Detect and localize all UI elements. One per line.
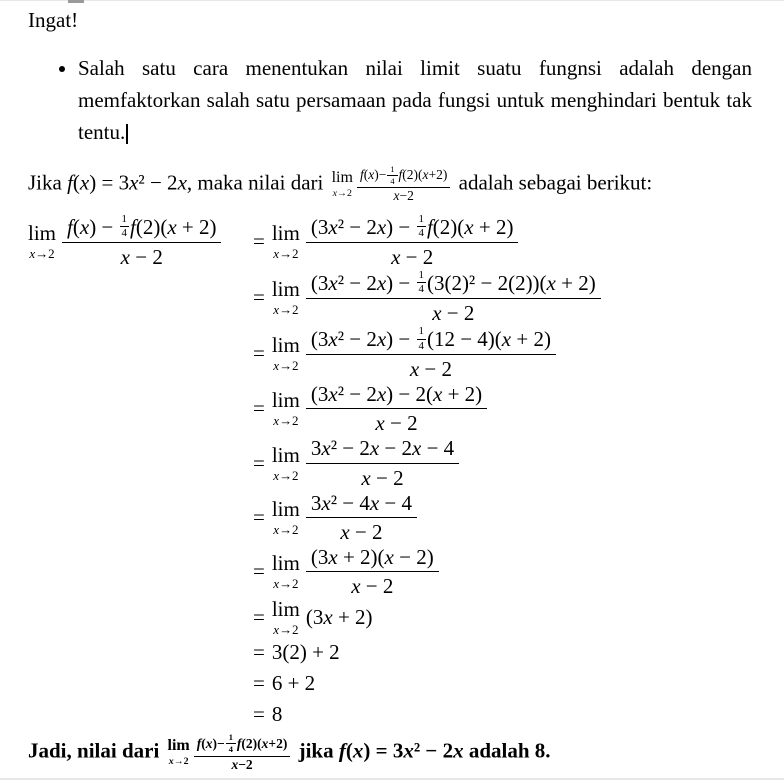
math-text: (3x² − 2x) − xyxy=(310,214,416,239)
math-text: f(x) − xyxy=(67,214,119,239)
equals-sign: = xyxy=(253,559,265,584)
math-text: (3x + 2)(x − 2) xyxy=(310,544,434,569)
equation-row xyxy=(28,637,754,667)
equation-rhs xyxy=(272,214,519,269)
fraction-numerator xyxy=(387,165,397,176)
limit-word: lim xyxy=(331,168,353,186)
conclusion-paragraph xyxy=(28,733,754,772)
limit-word: lim xyxy=(271,442,300,467)
equation-rhs xyxy=(272,491,417,544)
fraction xyxy=(226,733,236,754)
equation-rhs xyxy=(272,702,283,727)
fraction xyxy=(120,214,129,240)
math-variable: x xyxy=(422,167,429,182)
equation-row xyxy=(28,270,754,325)
fraction-denominator xyxy=(120,227,129,239)
conclusion-middle-text: jika xyxy=(293,738,339,763)
fraction xyxy=(306,382,487,435)
intro-before-text: Jika xyxy=(28,170,68,195)
math-text: f(2)(x + 2) xyxy=(426,214,514,239)
math-text: 1 xyxy=(121,212,127,225)
math-text: (3(2)² − 2(2))(x + 2) xyxy=(426,270,596,295)
equals-sign: = xyxy=(253,504,265,529)
math-text: 1 xyxy=(228,733,233,743)
math-variable: x xyxy=(205,735,213,751)
math-text: 1 xyxy=(418,212,424,225)
bullet-item xyxy=(78,53,752,149)
limit-subscript: x→2 xyxy=(273,358,299,374)
math-variable: x xyxy=(273,622,279,638)
math-text: (3x² − 2x) − 2(x + 2) xyxy=(310,382,483,407)
limit-operator xyxy=(168,738,190,767)
math-text: x−2 xyxy=(393,188,414,204)
fraction-numerator xyxy=(417,270,426,283)
fraction-denominator xyxy=(335,518,387,544)
fraction-denominator xyxy=(116,243,168,269)
limit-subscript: x→2 xyxy=(273,622,299,638)
fraction xyxy=(306,270,601,325)
math-text: x − 2 xyxy=(340,519,383,544)
math-text: f(2)(x+2) xyxy=(236,735,288,751)
top-scroll-marker xyxy=(68,0,84,3)
limit-operator xyxy=(332,170,353,199)
fraction-denominator xyxy=(427,299,479,325)
math-text: 3x² − 2x − 2x − 4 xyxy=(310,436,455,461)
math-variable: x xyxy=(376,326,387,351)
limit-subscript: x→2 xyxy=(273,576,299,592)
math-variable: x xyxy=(273,576,279,592)
fraction-numerator xyxy=(62,214,221,243)
fraction-numerator xyxy=(120,214,129,227)
limit-operator xyxy=(272,553,300,590)
math-text: x−2 xyxy=(231,756,253,772)
equation-row xyxy=(28,545,754,598)
math-variable: x xyxy=(393,188,400,204)
math-variable: x xyxy=(120,244,130,269)
equation-row xyxy=(28,491,754,544)
math-text: f(2)(x + 2) xyxy=(129,214,217,239)
limit-formula-inline xyxy=(332,165,451,204)
math-variable: x xyxy=(328,326,338,351)
fraction-numerator xyxy=(306,270,601,299)
math-variable: x xyxy=(464,214,474,239)
math-text: 3x² − 4x − 4 xyxy=(310,490,412,515)
math-variable: x xyxy=(273,302,279,318)
math-variable: x xyxy=(273,413,279,429)
fraction-denominator xyxy=(405,355,457,381)
equals-sign: = xyxy=(253,701,265,726)
math-variable: x xyxy=(453,738,464,763)
math-text: 1 xyxy=(418,325,424,338)
math-variable: x xyxy=(546,270,556,295)
math-variable: x xyxy=(323,605,333,630)
limit-subscript: x→2 xyxy=(332,187,352,199)
equals-sign: = xyxy=(253,285,265,310)
fraction-denominator xyxy=(417,227,426,239)
limit-word: lim xyxy=(271,333,300,358)
math-variable: x xyxy=(168,756,174,768)
math-variable: x xyxy=(328,270,338,295)
equation-steps xyxy=(28,214,754,729)
bullet-list xyxy=(28,53,754,149)
math-text: f(x)− xyxy=(196,735,225,751)
math-text: x − 2 xyxy=(361,465,404,490)
math-variable: f xyxy=(129,214,136,239)
math-variable: x xyxy=(177,170,187,195)
fraction xyxy=(306,491,417,544)
equation-row xyxy=(28,699,754,729)
fraction xyxy=(417,270,426,296)
intro-middle-text: , maka nilai dari xyxy=(186,170,329,195)
equation-rhs xyxy=(272,671,315,696)
math-variable: x xyxy=(368,167,375,182)
equation-row xyxy=(28,214,754,269)
math-variable: x xyxy=(361,465,371,490)
math-text: x − 2 xyxy=(375,411,418,436)
math-variable: x xyxy=(321,436,331,461)
equation-row xyxy=(28,599,754,636)
limit-word: lim xyxy=(271,496,300,521)
math-text: 1 xyxy=(390,164,395,174)
equals-sign: = xyxy=(253,670,265,695)
math-variable: x xyxy=(409,356,420,381)
math-variable: x xyxy=(273,245,279,261)
math-variable: x xyxy=(369,490,380,515)
equation-row xyxy=(28,436,754,489)
fraction xyxy=(306,214,519,269)
equation-row xyxy=(28,668,754,698)
math-variable: x xyxy=(376,270,387,295)
math-variable: f xyxy=(359,167,364,182)
math-text: f(x)− xyxy=(359,167,387,182)
math-text: 4 xyxy=(121,227,127,240)
math-variable: f xyxy=(196,735,202,751)
equals-sign: = xyxy=(253,396,265,421)
fraction-numerator xyxy=(306,436,459,463)
fraction-denominator xyxy=(417,283,426,295)
math-text: 4 xyxy=(390,176,395,186)
math-variable: x xyxy=(79,214,90,239)
conclusion-before-text: Jadi, nilai dari xyxy=(28,738,165,763)
equals-sign: = xyxy=(253,450,265,475)
math-text: (3x + 2) xyxy=(305,605,373,630)
math-variable: x xyxy=(376,382,387,407)
fraction-numerator xyxy=(357,165,450,188)
fraction-denominator xyxy=(226,744,236,754)
limit-subscript: x→2 xyxy=(273,467,299,483)
fraction xyxy=(417,214,426,240)
equals-sign: = xyxy=(253,228,265,253)
math-variable: x xyxy=(321,490,331,515)
math-text: x − 2 xyxy=(351,574,394,599)
limit-subscript: x→2 xyxy=(29,245,55,261)
text-cursor xyxy=(126,124,128,144)
math-variable: x xyxy=(375,411,385,436)
limit-operator xyxy=(271,442,300,483)
limit-subscript: x→2 xyxy=(273,413,299,429)
math-text: 3(2) + 2 xyxy=(271,639,340,664)
fraction xyxy=(417,326,426,352)
limit-word: lim xyxy=(271,597,300,622)
fraction xyxy=(62,214,221,269)
math-text: 4 xyxy=(418,227,424,240)
fraction xyxy=(306,545,439,598)
math-variable: x xyxy=(351,574,361,599)
fraction-numerator xyxy=(194,733,291,756)
math-text: x − 2 xyxy=(409,356,452,381)
math-variable: x xyxy=(384,544,394,569)
equals-sign: = xyxy=(253,341,265,366)
fraction xyxy=(357,165,450,204)
equals-sign: = xyxy=(253,639,265,664)
limit-word: lim xyxy=(271,551,300,576)
fraction-numerator xyxy=(306,326,556,355)
fraction xyxy=(306,436,459,489)
limit-operator xyxy=(271,220,300,261)
equation-rhs xyxy=(272,640,340,665)
math-text: 6 + 2 xyxy=(271,670,316,695)
limit-operator xyxy=(271,496,300,537)
fraction-denominator xyxy=(370,409,422,435)
note-title: Ingat! xyxy=(28,8,79,32)
fraction-denominator xyxy=(356,464,408,490)
math-variable: x xyxy=(432,300,442,325)
math-text: 1 xyxy=(418,269,424,282)
function-definition xyxy=(67,170,187,194)
math-variable: x xyxy=(501,326,512,351)
math-text: 8 xyxy=(271,701,283,726)
math-variable: x xyxy=(376,214,387,239)
fraction-denominator xyxy=(346,572,398,598)
math-variable: x xyxy=(352,738,364,763)
limit-word: lim xyxy=(271,388,300,413)
math-variable: x xyxy=(261,735,269,751)
limit-word: lim xyxy=(271,277,300,302)
equation-lhs xyxy=(28,214,253,269)
conclusion-after-text: adalah 8. xyxy=(463,738,551,763)
math-variable: f xyxy=(67,214,73,239)
fraction-denominator xyxy=(228,757,255,773)
math-variable: x xyxy=(369,436,380,461)
math-variable: x xyxy=(273,358,279,374)
math-text: f(x) = 3x² − 2x xyxy=(338,738,464,763)
function-definition xyxy=(339,739,464,763)
math-text: (3x² − 2x) − xyxy=(310,326,416,351)
limit-operator xyxy=(272,390,300,427)
fraction xyxy=(306,326,556,381)
limit-word: lim xyxy=(28,220,57,245)
fraction-numerator xyxy=(306,545,439,572)
math-variable: x xyxy=(391,244,401,269)
math-variable: x xyxy=(412,436,422,461)
fraction-numerator xyxy=(417,326,426,339)
intro-paragraph xyxy=(28,165,754,204)
equation-rhs xyxy=(272,599,373,636)
limit-word: lim xyxy=(271,220,300,245)
top-border xyxy=(0,0,784,1)
fraction-denominator xyxy=(387,176,397,186)
fraction-denominator xyxy=(417,340,426,352)
equation-row xyxy=(28,326,754,381)
limit-subscript: x→2 xyxy=(273,302,299,318)
math-text: (3x² − 2x) − xyxy=(310,270,416,295)
fraction xyxy=(387,165,397,186)
math-text: 4 xyxy=(418,339,424,352)
limit-word: lim xyxy=(167,737,190,755)
fraction-numerator xyxy=(306,214,519,243)
equals-sign: = xyxy=(253,605,265,630)
fraction-denominator xyxy=(390,188,416,204)
math-variable: x xyxy=(328,382,338,407)
math-text: f(2)(x+2) xyxy=(398,167,448,182)
bullet-text: Salah satu cara menentukan nilai limit suatu fungnsi adalah dengan memfaktorkan salah satu persamaan pada fungsi untuk menghindari bentuk tak tentu. xyxy=(78,56,752,144)
math-text: f(x) = 3x² − 2x xyxy=(67,170,187,195)
fraction xyxy=(194,733,291,772)
math-variable: f xyxy=(338,738,346,763)
math-variable: x xyxy=(328,544,338,569)
fraction-numerator xyxy=(306,382,487,409)
math-variable: x xyxy=(29,245,36,261)
math-variable: x xyxy=(79,170,90,195)
math-text: x − 2 xyxy=(391,244,434,269)
limit-operator xyxy=(28,220,57,261)
limit-subscript: x→2 xyxy=(273,245,299,261)
math-variable: x xyxy=(403,738,414,763)
math-variable: x xyxy=(167,214,177,239)
limit-operator xyxy=(272,279,300,316)
limit-operator xyxy=(272,599,300,636)
math-variable: f xyxy=(398,167,403,182)
math-variable: x xyxy=(129,170,139,195)
math-variable: f xyxy=(426,214,433,239)
math-text: x − 2 xyxy=(120,244,163,269)
math-variable: x xyxy=(231,756,239,772)
equation-rhs xyxy=(272,326,556,381)
fraction-numerator xyxy=(417,214,426,227)
equation-rhs xyxy=(272,436,459,489)
math-variable: x xyxy=(273,521,279,537)
limit-subscript: x→2 xyxy=(168,756,189,768)
limit-operator xyxy=(272,335,300,372)
math-text: 4 xyxy=(418,283,424,296)
fraction-denominator xyxy=(386,243,438,269)
math-variable: f xyxy=(67,170,73,195)
math-variable: x xyxy=(273,467,279,483)
math-text: x − 2 xyxy=(432,300,475,325)
equation-rhs xyxy=(272,545,439,598)
equation-row xyxy=(28,382,754,435)
math-variable: x xyxy=(328,214,338,239)
limit-subscript: x→2 xyxy=(273,521,299,537)
math-text: (12 − 4)(x + 2) xyxy=(426,326,551,351)
math-variable: x xyxy=(433,382,443,407)
equation-rhs xyxy=(272,382,487,435)
fraction-numerator xyxy=(306,491,417,518)
limit-formula-inline xyxy=(168,733,291,772)
math-text: 4 xyxy=(228,745,233,755)
intro-after-text: adalah sebagai berikut: xyxy=(453,170,653,195)
fraction-numerator xyxy=(226,733,236,744)
math-variable: x xyxy=(340,519,350,544)
equation-rhs xyxy=(272,270,601,325)
math-variable: x xyxy=(332,187,338,199)
math-variable: f xyxy=(236,735,242,751)
